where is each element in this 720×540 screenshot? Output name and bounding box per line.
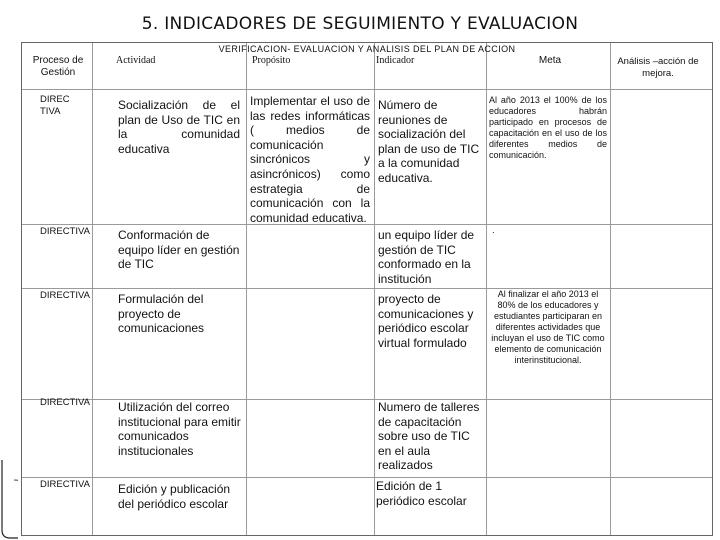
row-divider bbox=[22, 288, 712, 289]
indicators-table bbox=[21, 42, 713, 536]
row-divider bbox=[22, 477, 712, 478]
header-actividad: Actividad bbox=[116, 55, 156, 66]
row1-actividad: Socialización de el plan de Uso de TIC en la comunidad educativa bbox=[118, 98, 240, 156]
row2-proceso: DIRECTIVA bbox=[40, 226, 90, 237]
row3-indicador: proyecto de comunicaciones y periódico escolar virtual formulado bbox=[378, 292, 474, 350]
row1-proposito: Implementar el uso de las redes informáticas ( medios de comunicación sincrónicos y asincrónicos) como estrategia de comunicación con la comunidad educativa. bbox=[250, 94, 370, 225]
row2-meta: . bbox=[492, 225, 495, 236]
column-divider bbox=[374, 43, 375, 535]
row3-actividad: Formulación del proyecto de comunicaciones bbox=[118, 292, 205, 336]
row4-proceso: DIRECTIVA bbox=[40, 397, 90, 408]
header-indicador: Indicador bbox=[376, 55, 415, 66]
row3-proceso: DIRECTIVA bbox=[40, 290, 90, 301]
header-proceso: Proceso de Gestión bbox=[32, 55, 84, 78]
header-analisis: Análisis –acción de mejora. bbox=[617, 56, 699, 79]
column-divider bbox=[486, 43, 487, 535]
verification-heading: VERIFICACION- EVALUACION Y ANALISIS DEL PLAN DE ACCION bbox=[218, 44, 516, 54]
column-divider bbox=[610, 43, 611, 535]
page-title: 5. INDICADORES DE SEGUIMIENTO Y EVALUACION bbox=[141, 14, 579, 34]
row5-indicador: Edición de 1 periódico escolar bbox=[376, 479, 467, 508]
row4-indicador: Numero de talleres de capacitación sobre uso de TIC en el aula realizados bbox=[378, 400, 480, 473]
row1-indicador: Número de reuniones de socialización del plan de uso de TIC a la comunidad educativa. bbox=[378, 98, 480, 185]
row2-indicador: un equipo líder de gestión de TIC conformado en la institución bbox=[378, 228, 475, 286]
row5-proceso: DIRECTIVA bbox=[40, 479, 90, 490]
row1-meta: Al año 2013 el 100% de los educadores habrán participado en procesos de capacitación en el uso de los diferentes medios de comunicación. bbox=[489, 95, 607, 160]
header-meta: Meta bbox=[538, 55, 562, 66]
column-divider bbox=[246, 43, 247, 535]
column-divider bbox=[92, 43, 93, 535]
row5-actividad: Edición y publicación del periódico escolar bbox=[118, 482, 231, 511]
decorative-arrow-icon bbox=[0, 460, 18, 540]
header-proposito: Propósito bbox=[252, 55, 291, 66]
row1-proceso: DIREC TIVA bbox=[40, 94, 70, 117]
row-divider bbox=[22, 89, 712, 90]
row4-actividad: Utilización del correo institucional para emitir comunicados institucionales bbox=[118, 400, 241, 458]
row3-meta: Al finalizar el año 2013 el 80% de los educadores y estudiantes participaran en diferentes actividades que incluyan el uso de TIC como elemento de comunicación interinstitucional. bbox=[491, 289, 605, 365]
row2-actividad: Conformación de equipo líder en gestión de TIC bbox=[118, 228, 240, 272]
